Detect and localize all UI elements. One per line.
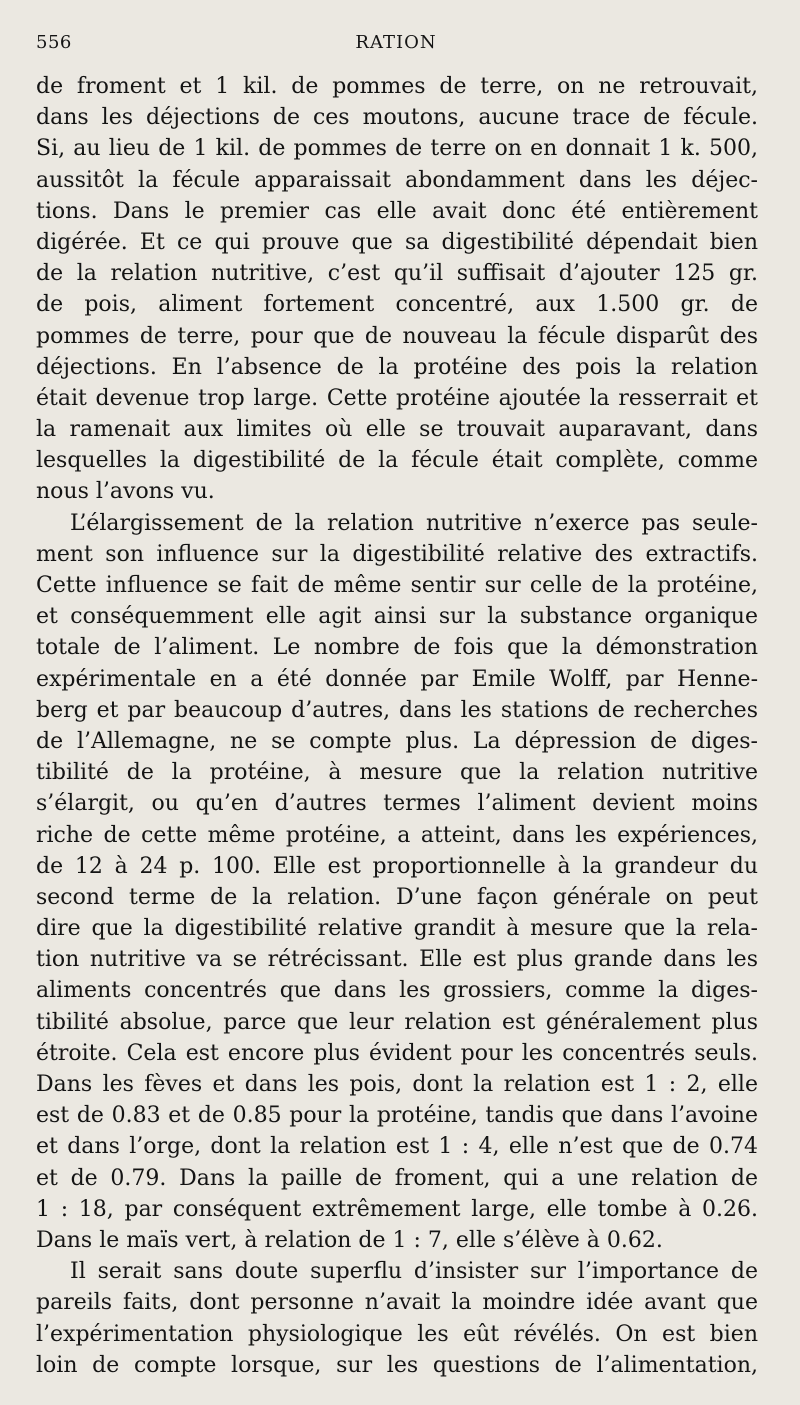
text-line: Cette influence se fait de même sentir sur celle de la protéine, [36,573,758,598]
text-line: tion nutritive va se rétrécissant. Elle est plus grande dans les [36,947,758,973]
text-line: s’élargit, ou qu’en d’autres termes l’aliment devient moins [36,791,758,817]
page-number: 556 [36,32,72,53]
text-line: tibilité absolue, parce que leur relation est généralement plus [36,1009,758,1035]
text-line: tibilité de la protéine, à mesure que la relation nutritive [36,760,758,786]
text-line: 1 : 18, par conséquent extrêmement large, elle tombe à 0.26. [36,1196,758,1222]
text-line: riche de cette même protéine, a atteint, dans les expériences, [36,822,758,848]
text-line: de froment et 1 kil. de pommes de terre, on ne retrouvait, [36,74,758,99]
text-line: digérée. Et ce qui prouve que sa digestibilité dépendait bien [36,229,758,255]
text-line: pommes de terre, pour que de nouveau la fécule disparût des [36,323,758,349]
text-line: dire que la digestibilité relative grandit à mesure que la rela- [36,916,758,942]
text-line: Si, au lieu de 1 kil. de pommes de terre on en donnait 1 k. 500, [36,136,758,162]
text-line: de 12 à 24 p. 100. Elle est proportionnelle à la grandeur du [36,853,758,879]
text-line: déjections. En l’absence de la protéine des pois la relation [36,354,758,380]
text-line: nous l’avons vu. [36,479,215,505]
body-text [36,71,758,1381]
text-line: berg et par beaucoup d’autres, dans les stations de recherches [36,697,758,723]
text-line: second terme de la relation. D’une façon générale on peut [36,884,758,910]
text-line: était devenue trop large. Cette protéine ajoutée la resserrait et [36,385,758,411]
text-line: aliments concentrés que dans les grossiers, comme la diges- [36,978,758,1004]
text-line: de pois, aliment fortement concentré, aux 1.500 gr. de [36,292,758,318]
text-line: et de 0.79. Dans la paille de froment, qui a une relation de [36,1165,758,1191]
paragraph-start-line: L’élargissement de la relation nutritive n’exerce pas seule- [70,510,758,536]
text-line: étroite. Cela est encore plus évident pour les concentrés seuls. [36,1040,758,1066]
text-line: de l’Allemagne, ne se compte plus. La dépression de diges- [36,728,758,754]
text-line: lesquelles la digestibilité de la fécule était complète, comme [36,448,758,474]
text-line: ment son influence sur la digestibilité relative des extractifs. [36,541,758,567]
text-line: pareils faits, dont personne n’avait la moindre idée avant que [36,1290,758,1316]
text-line: et conséquemment elle agit ainsi sur la substance organique [36,604,758,630]
paragraph-start-line: Il serait sans doute superflu d’insister sur l’importance de [70,1259,758,1285]
page-header [36,32,756,58]
text-line: la ramenait aux limites où elle se trouvait auparavant, dans [36,417,758,443]
text-line: dans les déjections de ces moutons, aucune trace de fécule. [36,105,758,131]
text-line: aussitôt la fécule apparaissait abondamment dans les déjec- [36,167,758,193]
text-line: Dans le maïs vert, à relation de 1 : 7, elle s’élève à 0.62. [36,1227,663,1253]
running-title: RATION [355,32,437,53]
text-line: Dans les fèves et dans les pois, dont la relation est 1 : 2, elle [36,1072,758,1097]
text-line: tions. Dans le premier cas elle avait donc été entièrement [36,198,758,224]
text-line: et dans l’orge, dont la relation est 1 : 4, elle n’est que de 0.74 [36,1134,758,1160]
text-line: de la relation nutritive, c’est qu’il suffisait d’ajouter 125 gr. [36,261,758,287]
text-line: est de 0.83 et de 0.85 pour la protéine, tandis que dans l’avoine [36,1103,758,1129]
text-line: loin de compte lorsque, sur les questions de l’alimentation, [36,1352,758,1378]
text-line: totale de l’aliment. Le nombre de fois que la démonstration [36,635,758,661]
text-line: expérimentale en a été donnée par Emile Wolff, par Henne- [36,666,758,692]
text-line: l’expérimentation physiologique les eût révélés. On est bien [36,1321,758,1347]
